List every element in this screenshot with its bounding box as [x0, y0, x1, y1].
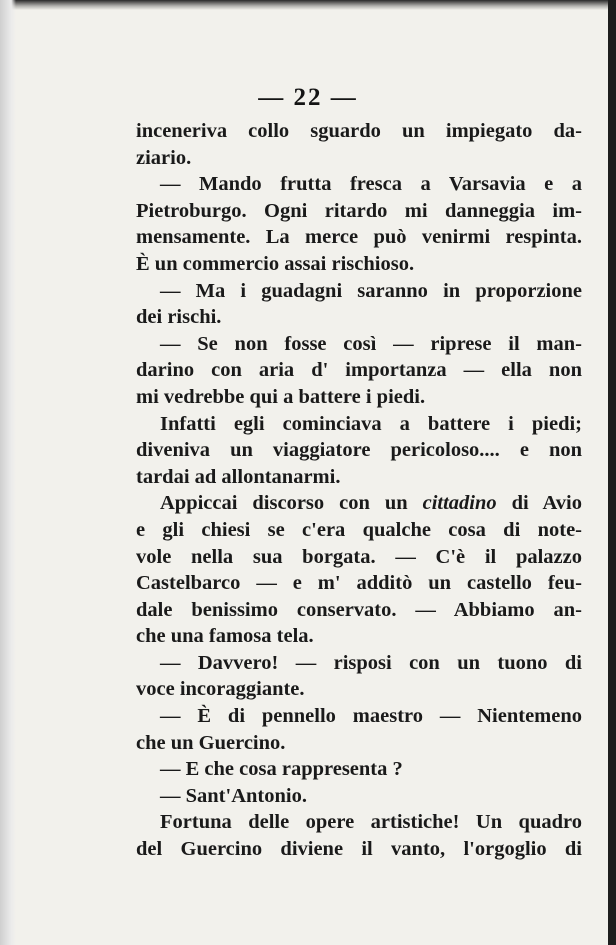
text-line: inceneriva collo sguardo un impiegato da-: [136, 120, 582, 142]
text-line: che una famosa tela.: [136, 625, 314, 648]
text-line: — E che cosa rappresenta ?: [160, 758, 403, 781]
text-line: mi vedrebbe qui a battere i piedi.: [136, 385, 426, 408]
text-line: tardai ad allontanarmi.: [136, 465, 341, 488]
text-line: vole nella sua borgata. — C'è il palazzo: [136, 545, 582, 568]
text-line: diveniva un viaggiatore pericoloso.... e non: [136, 439, 582, 462]
page-number: — 22 —: [258, 84, 358, 111]
scan-left-edge: [0, 0, 16, 945]
italic-word: cittadino: [422, 492, 497, 515]
text-line: — È di pennello maestro — Nientemeno: [160, 705, 582, 728]
text-line: Pietroburgo. Ogni ritardo mi danneggia im-: [136, 199, 582, 222]
text-line: del Guercino diviene il vanto, l'orgoglio di: [136, 838, 582, 861]
scan-top-shadow: [0, 0, 616, 10]
text-line: — Davvero! — risposi con un tuono di: [160, 651, 582, 674]
text-line: dale benissimo conservato. — Abbiamo an-: [136, 598, 582, 621]
text-line: È un commercio assai rischioso.: [136, 252, 415, 275]
text-line: ziario.: [136, 146, 192, 169]
text-segment: Appiccai discorso con un: [160, 492, 423, 515]
text-segment: di Avio: [496, 492, 583, 515]
text-line: che un Guercino.: [136, 731, 286, 754]
text-line: — Mando frutta fresca a Varsavia e a: [160, 173, 582, 196]
text-line: voce incoraggiante.: [136, 678, 305, 701]
text-line: — Se non fosse così — riprese il man-: [160, 332, 582, 355]
text-line: Castelbarco — e m' additò un castello feu-: [136, 572, 582, 595]
text-line: e gli chiesi se c'era qualche cosa di note-: [136, 518, 582, 541]
text-line: mensamente. La merce può venirmi respinta.: [136, 226, 582, 249]
text-line: — Sant'Antonio.: [160, 784, 307, 807]
text-line: — Ma i guadagni saranno in proporzione: [160, 279, 582, 302]
text-line: dei rischi.: [136, 306, 222, 329]
text-line: darino con aria d' importanza — ella non: [136, 359, 582, 382]
text-line-with-italic: [136, 490, 582, 517]
text-line: Infatti egli cominciava a battere i piedi;: [160, 412, 582, 435]
scan-right-edge: [608, 0, 616, 945]
body-text: [136, 118, 582, 863]
text-line: Fortuna delle opere artistiche! Un quadro: [160, 811, 582, 834]
